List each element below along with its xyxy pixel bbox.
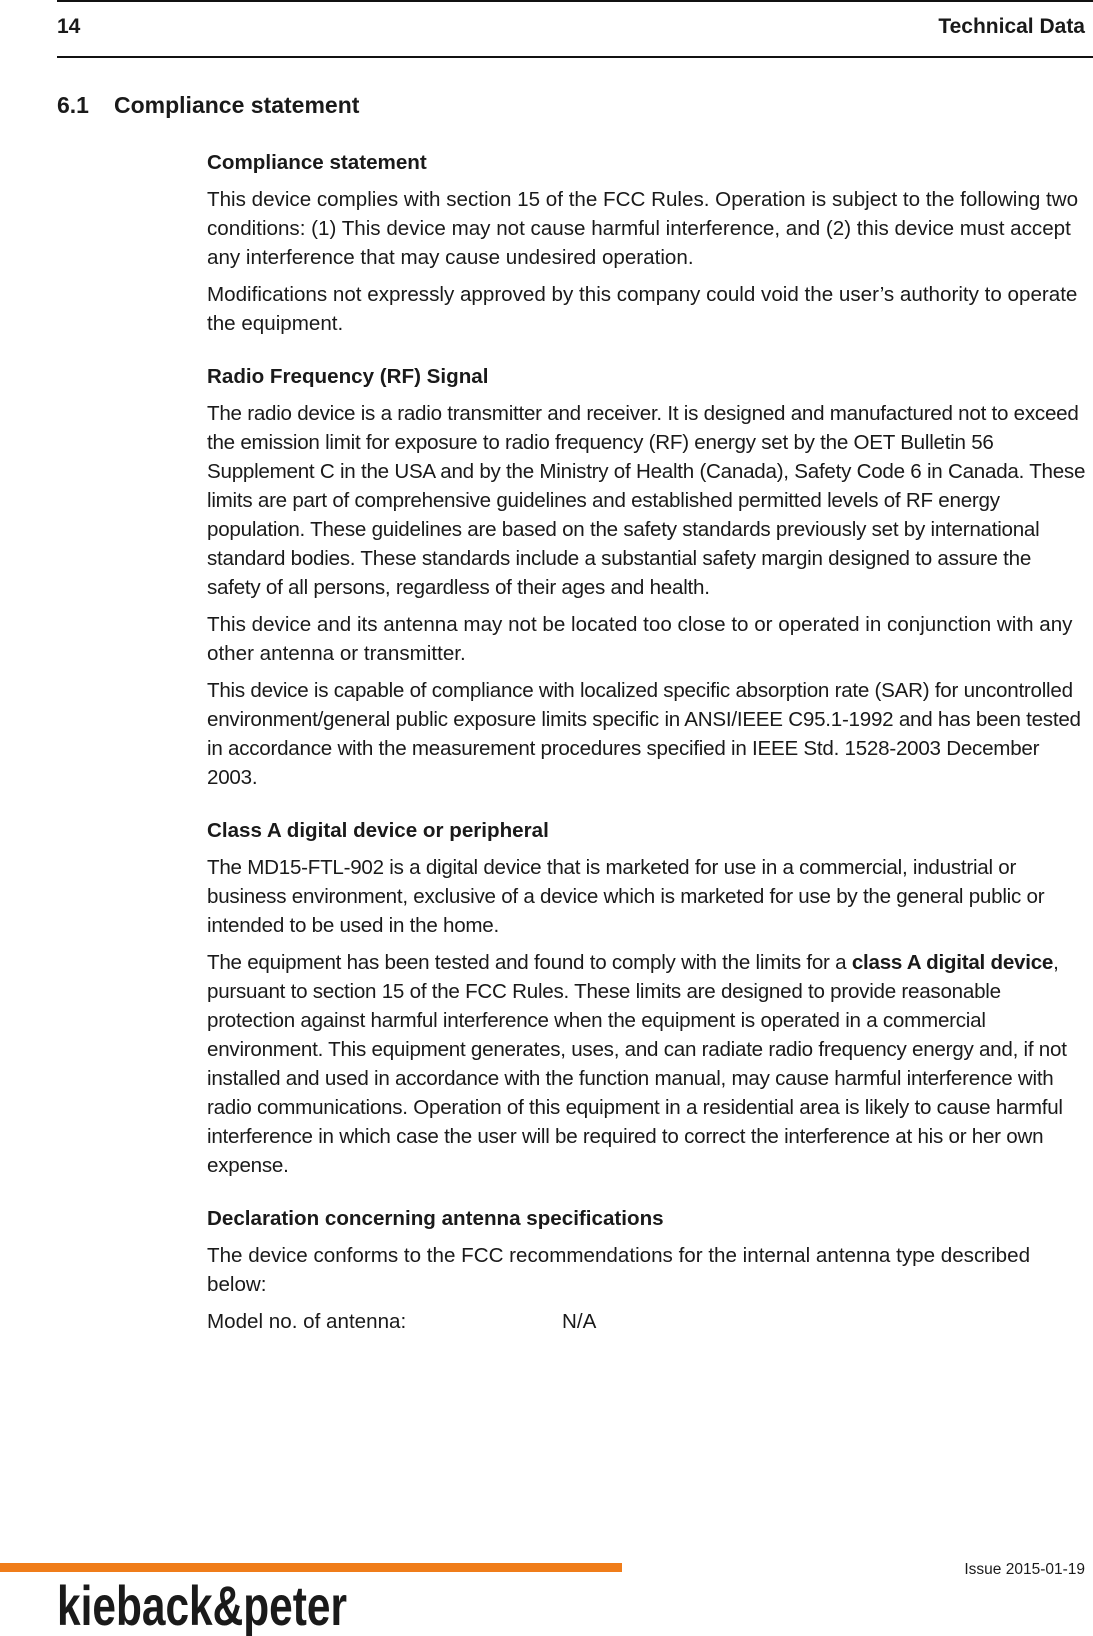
document-body: [207, 148, 1087, 1360]
rf-block: [207, 362, 1087, 792]
section-number: 6.1: [57, 92, 89, 118]
antenna-model-value: N/A: [562, 1310, 597, 1333]
rf-paragraph-3: This device is capable of compliance with localized specific absorption rate (SAR) for uncontrolled environment/general public exposure limits specific in ANSI/IEEE C95.1-1992 and has been tested in accordance with the measurement procedures specified in IEEE Std. 1528-2003 December 2003.: [207, 679, 1081, 789]
compliance-block: [207, 148, 1087, 338]
class-a-heading: Class A digital device or peripheral: [207, 819, 549, 842]
rf-paragraph-1: The radio device is a radio transmitter and receiver. It is designed and manufactured not to exceed the emission limit for exposure to radio frequency (RF) energy set by the OET Bulletin 56 Supplement C in the USA and by the Ministry of Health (Canada), Safety Code 6 in Canada. These limits are part of comprehensive guidelines and established permitted levels of RF energy population. These guidelines are based on the safety standards previously set by international standard bodies. These standards include a substantial safety margin designed to assure the safety of all persons, regardless of their ages and health.: [207, 402, 1086, 599]
class-a-block: [207, 816, 1087, 1180]
page-number: 14: [57, 15, 81, 38]
issue-date: Issue 2015-01-19: [964, 1561, 1085, 1578]
class-a-paragraph-2: [207, 948, 1087, 1180]
compliance-heading: Compliance statement: [207, 151, 427, 174]
antenna-block: [207, 1204, 1087, 1336]
compliance-paragraph-1: This device complies with section 15 of the FCC Rules. Operation is subject to the following two conditions: (1) This device may not cause harmful interference, and (2) this device must accept any interference that may cause undesired operation.: [207, 188, 1079, 269]
chapter-title: Technical Data: [938, 15, 1085, 38]
company-logo: [57, 1575, 357, 1636]
footer-accent-bar: [0, 1563, 622, 1572]
rf-paragraph-2: This device and its antenna may not be located too close to or operated in conjunction with any other antenna or transmitter.: [207, 613, 1073, 665]
rf-heading: Radio Frequency (RF) Signal: [207, 365, 489, 388]
antenna-paragraph: The device conforms to the FCC recommendations for the internal antenna type described below:: [207, 1244, 1031, 1296]
antenna-heading: Declaration concerning antenna specifications: [207, 1207, 664, 1230]
class-a-emphasis: class A digital device: [851, 951, 1054, 974]
section-heading: [57, 92, 359, 119]
section-title: Compliance statement: [114, 92, 360, 118]
logo-wordmark: kieback&peter: [57, 1574, 347, 1636]
top-rule: [57, 0, 1093, 2]
class-a-text-pre: The equipment has been tested and found to comply with the limits for a: [207, 951, 852, 974]
header-rule: [57, 56, 1093, 58]
antenna-model-row: [207, 1307, 1087, 1336]
compliance-paragraph-2: Modifications not expressly approved by this company could void the user’s authority to operate the equipment.: [207, 283, 1078, 335]
class-a-paragraph-1: The MD15-FTL-902 is a digital device that is marketed for use in a commercial, industrial or business environment, exclusive of a device which is marketed for use by the general public or intended to be used in the home.: [207, 856, 1045, 937]
class-a-text-post: , pursuant to section 15 of the FCC Rules. These limits are designed to provide reasonable protection against harmful interference when the equipment is operated in a commercial environment. This equipment generates, uses, and can radiate radio frequency energy and, if not installed and used in accordance with the function manual, may cause harmful interference with radio communications. Operation of this equipment in a residential area is likely to cause harmful interference in which case the user will be required to correct the interference at his or her own expense.: [207, 951, 1067, 1177]
antenna-model-label: Model no. of antenna:: [207, 1310, 407, 1333]
